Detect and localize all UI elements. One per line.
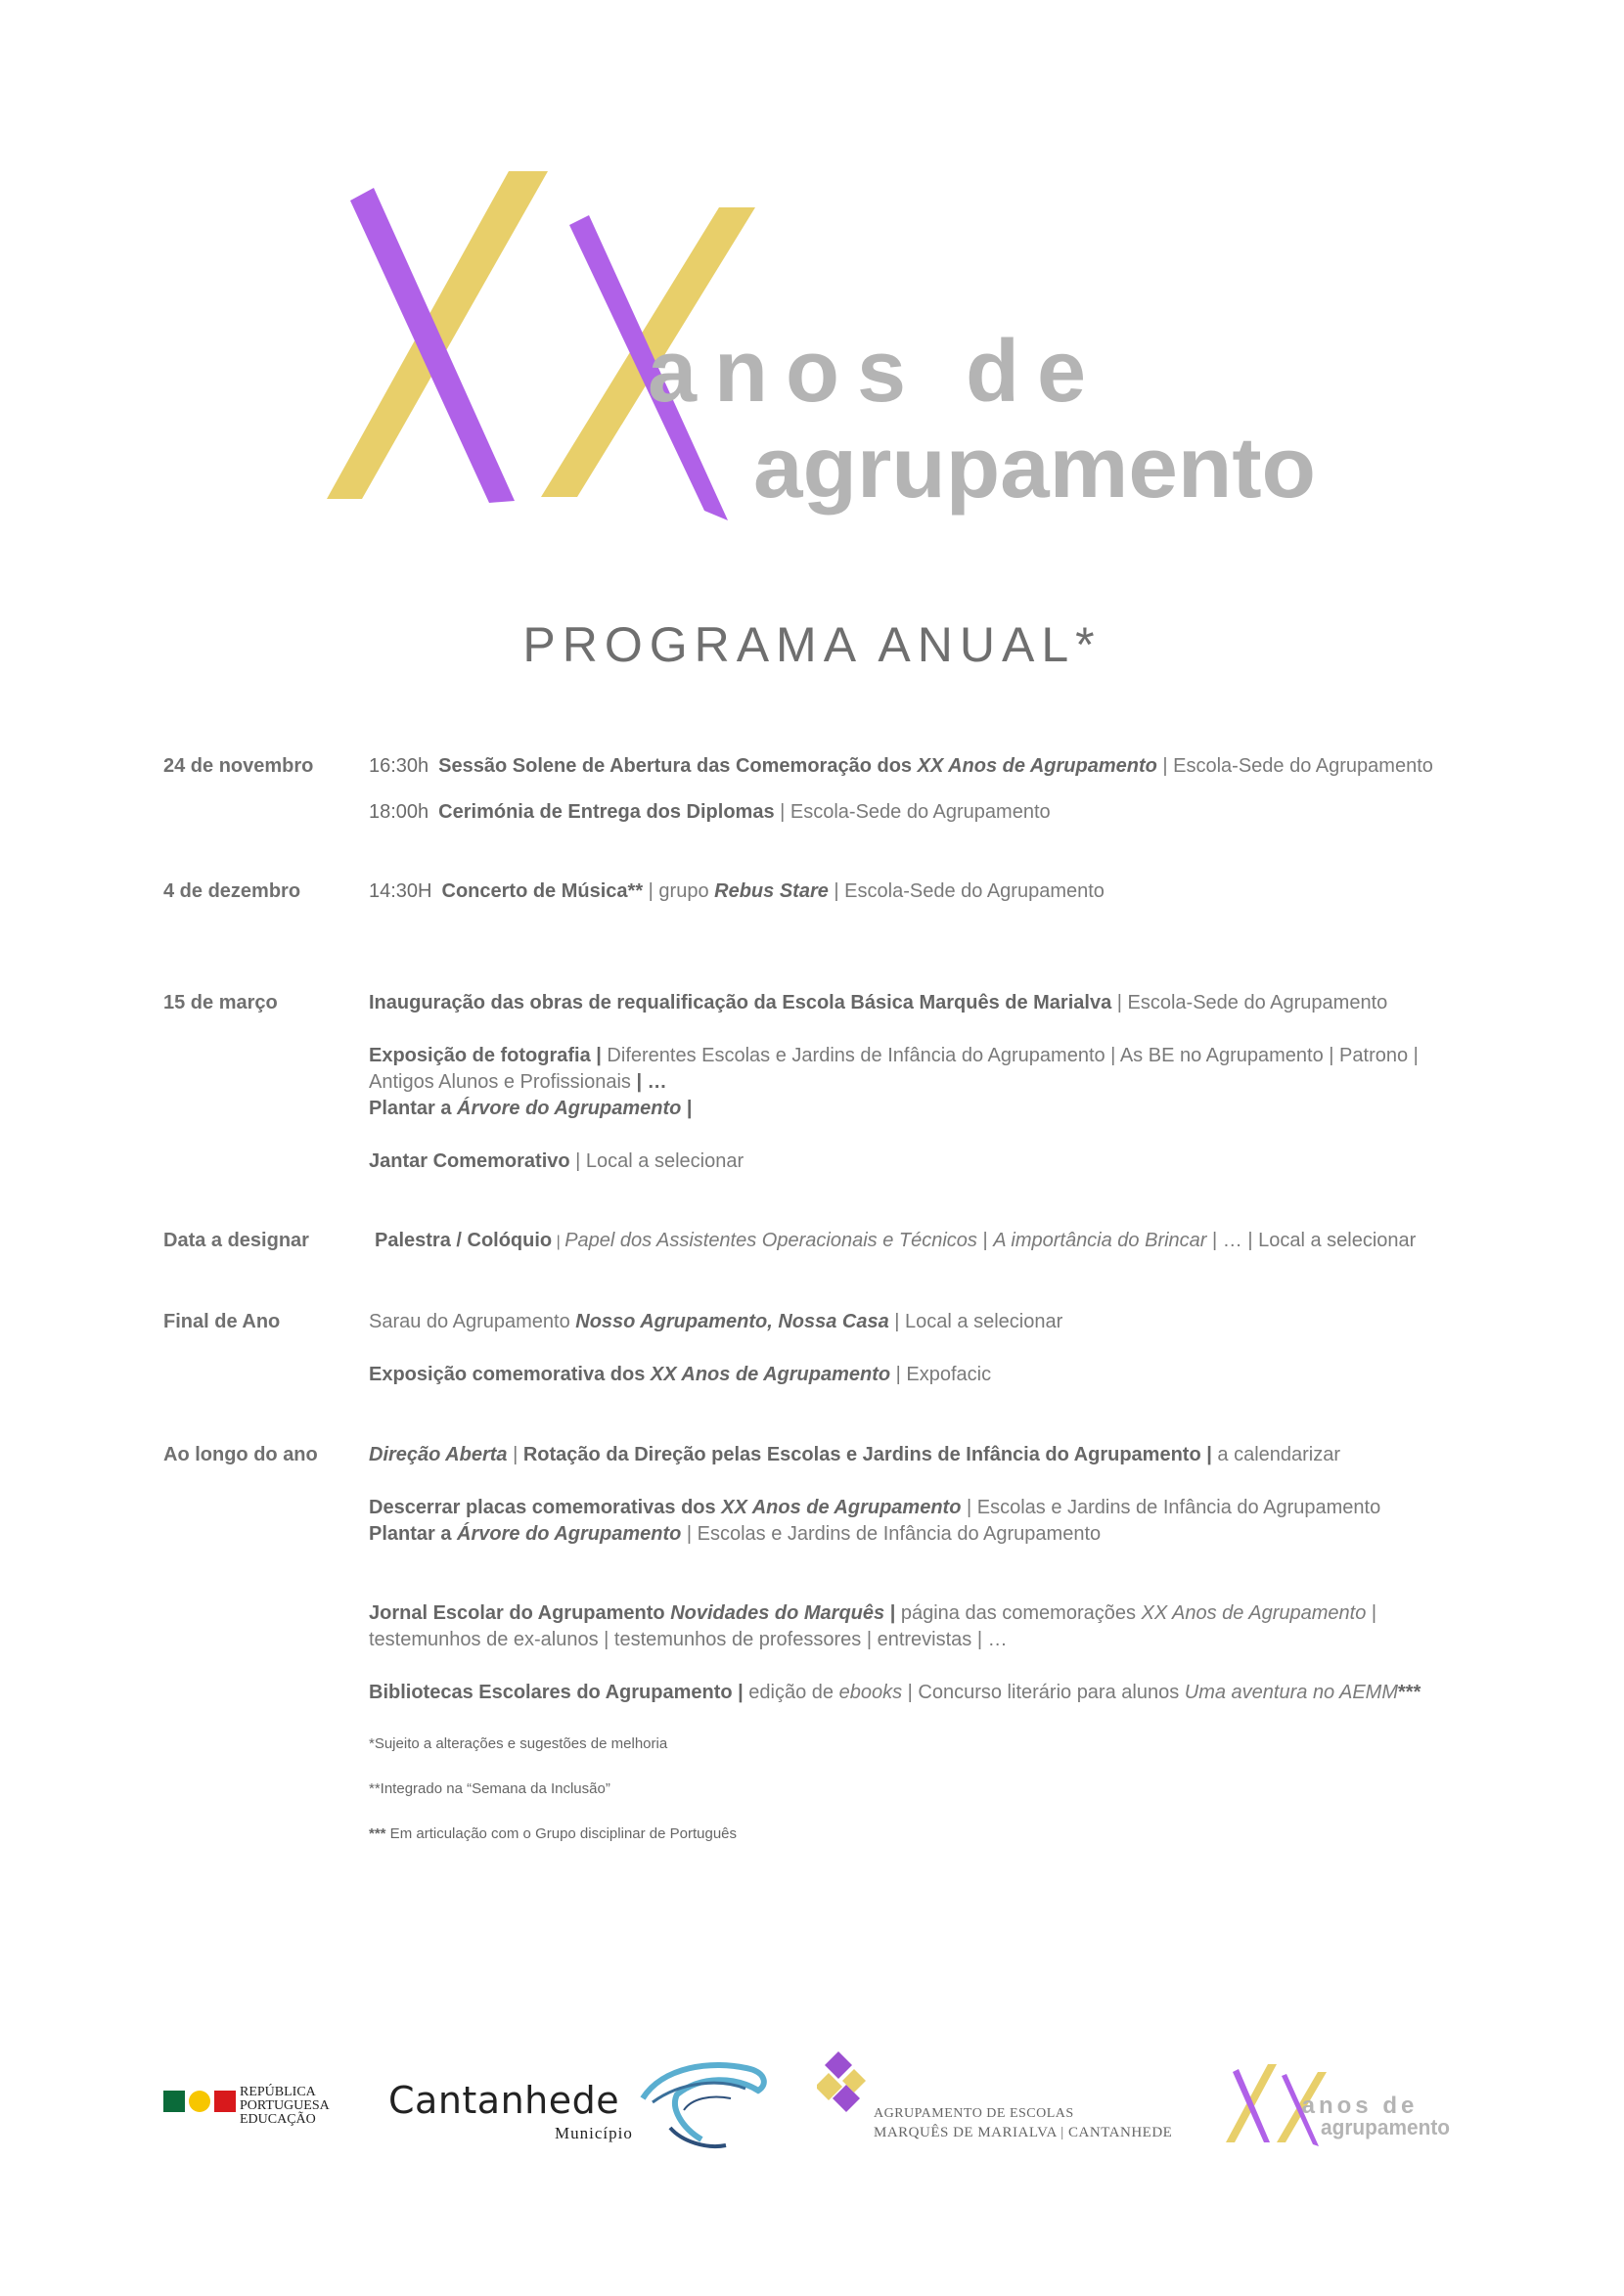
footnotes (369, 1734, 737, 1844)
agrupamento-escolas-logo (815, 2049, 1206, 2157)
aemm-line1: AGRUPAMENTO DE ESCOLAS (874, 2106, 1074, 2121)
footnote: **Integrado na “Semana da Inclusão” (369, 1780, 610, 1797)
small-logo-line1: anos de (1301, 2093, 1419, 2119)
xx-anos-logo-small (1223, 2062, 1467, 2150)
schedule-item: Descerrar placas comemorativas dos XX Anos de Agrupamento | Escolas e Jardins de Infância do Agrupamento (369, 1497, 1381, 1518)
page-title: PROGRAMA ANUAL* (522, 617, 1102, 672)
schedule-day (163, 1228, 1484, 1255)
schedule-item: 16:30h Sessão Solene de Abertura das Comemoração dos XX Anos de Agrupamento | Escola-Sede do Agrupamento (369, 755, 1433, 777)
schedule-item: Exposição comemorativa dos XX Anos de Agrupamento | Expofacic (369, 1364, 992, 1385)
schedule-day (163, 1442, 1484, 1706)
schedule-item: 18:00h Cerimónia de Entrega dos Diplomas | Escola-Sede do Agrupamento (369, 801, 1051, 823)
wave-icon (623, 2059, 770, 2152)
schedule-item: Palestra / Colóquio | Papel dos Assistentes Operacionais e Técnicos | A importância do Brincar | … | Local a selecionar (375, 1230, 1417, 1251)
xx-anos-logo (313, 166, 1331, 538)
schedule-day (163, 1309, 1484, 1388)
schedule-item: Plantar a Árvore do Agrupamento | Escolas e Jardins de Infância do Agrupamento (369, 1523, 1102, 1545)
rp-green-square (163, 2091, 185, 2112)
schedule-item: Direção Aberta | Rotação da Direção pelas Escolas e Jardins de Infância do Agrupamento | a calendarizar (369, 1444, 1341, 1465)
schedule-item: Jornal Escolar do Agrupamento Novidades do Marquês | página das comemorações XX Anos de Agrupamento | testemunhos de ex-alunos | testemunhos de professores | entrevistas | … (369, 1602, 1377, 1650)
aemm-line2: MARQUÊS DE MARIALVA | CANTANHEDE (874, 2125, 1173, 2140)
schedule-item: Inauguração das obras de requalificação da Escola Básica Marquês de Marialva | Escola-Sede do Agrupamento (369, 992, 1388, 1013)
schedule-item: Bibliotecas Escolares do Agrupamento | edição de ebooks | Concurso literário para alunos Uma aventura no AEMM*** (369, 1682, 1421, 1703)
schedule-day (163, 878, 1484, 905)
rp-yellow-dot (189, 2091, 210, 2112)
schedule-date: Ao longo do ano (163, 1444, 318, 1465)
schedule-date: 15 de março (163, 992, 278, 1013)
rp-line1: REPÚBLICA (240, 2085, 316, 2099)
rp-line3: EDUCAÇÃO (240, 2112, 316, 2127)
schedule-item: Sarau do Agrupamento Nosso Agrupamento, Nossa Casa | Local a selecionar (369, 1311, 1063, 1332)
small-logo-line2: agrupamento (1321, 2115, 1450, 2139)
schedule-day (163, 990, 1484, 1175)
footnote: *Sujeito a alterações e sugestões de melhoria (369, 1735, 668, 1752)
schedule-item: Exposição de fotografia | Diferentes Escolas e Jardins de Infância do Agrupamento | As BE no Agrupamento | Patrono | Antigos Alunos e Profissionais | … (369, 1045, 1419, 1093)
cantanhede-name: Cantanhede (388, 2079, 620, 2122)
cantanhede-logo (388, 2059, 770, 2152)
cantanhede-sub: Município (555, 2124, 633, 2142)
rp-line2: PORTUGUESA (240, 2098, 330, 2113)
schedule-item: Jantar Comemorativo | Local a selecionar (369, 1150, 744, 1172)
schedule-date: 4 de dezembro (163, 880, 301, 902)
footer-logos (0, 2025, 1624, 2162)
rp-red-square (214, 2091, 236, 2112)
footnote: *** Em articulação com o Grupo disciplinar de Português (369, 1825, 738, 1842)
republica-portuguesa-logo (163, 2082, 349, 2129)
logo-line1: anos de (647, 323, 1105, 421)
schedule-item: Plantar a Árvore do Agrupamento | (369, 1098, 693, 1119)
schedule-day (163, 753, 1484, 826)
program-schedule (163, 753, 1484, 1706)
logo-line2: agrupamento (753, 419, 1316, 516)
schedule-item: 14:30H Concerto de Música** | grupo Rebus Stare | Escola-Sede do Agrupamento (369, 880, 1105, 902)
schedule-date: Final de Ano (163, 1311, 281, 1332)
schedule-date: Data a designar (163, 1230, 309, 1251)
schedule-date: 24 de novembro (163, 755, 314, 777)
